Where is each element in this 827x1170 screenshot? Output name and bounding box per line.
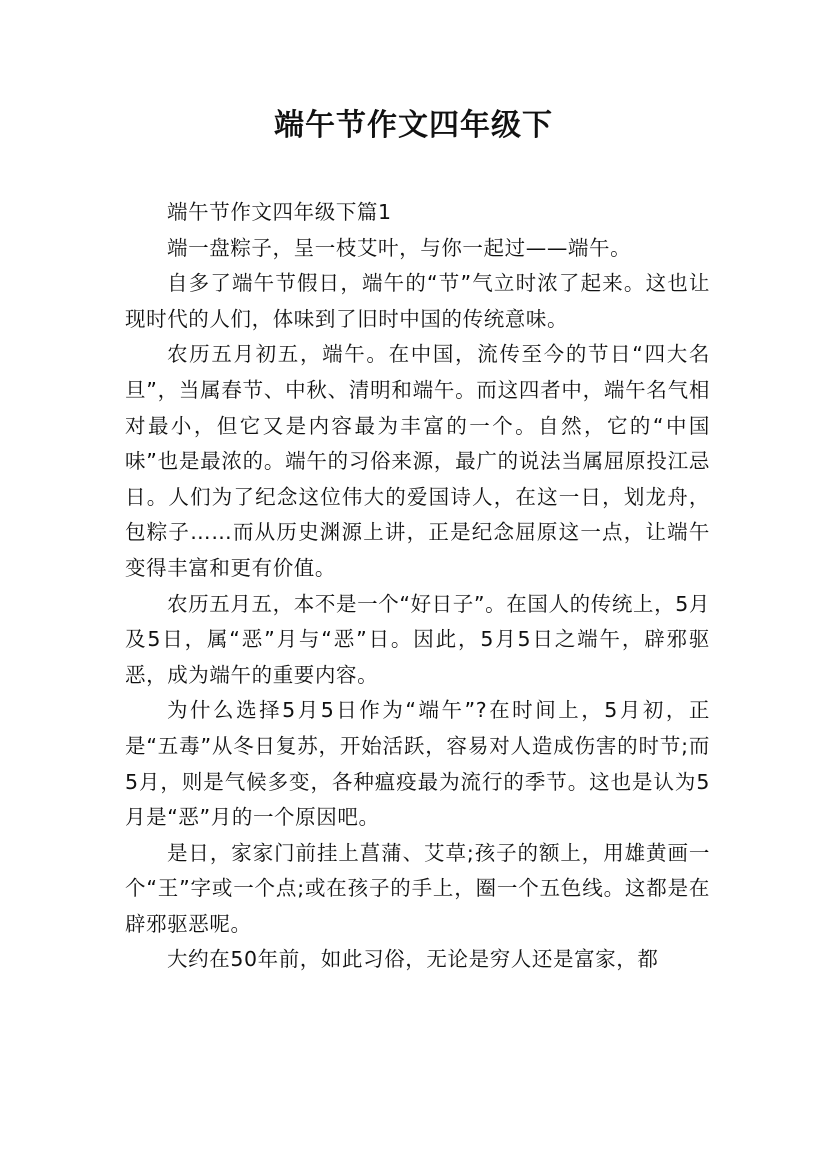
subtitle-paragraph: 端午节作文四年级下篇1 (167, 200, 392, 224)
document-body (125, 195, 710, 978)
body-paragraph: 为什么选择5月5日作为“端午”?在时间上，5月初，正是“五毒”从冬日复苏，开始活跃，容易对人造成伤害的时节;而5月，则是气候多变，各种瘟疫最为流行的季节。这也是认为5月是“恶”月的一个原因吧。 (125, 698, 710, 830)
body-paragraph: 是日，家家门前挂上菖蒲、艾草;孩子的额上，用雄黄画一个“王”字或一个点;或在孩子的手上，圈一个五色线。这都是在辟邪驱恶呢。 (125, 840, 710, 936)
body-paragraph: 自多了端午节假日，端午的“节”气立时浓了起来。这也让现时代的人们，体味到了旧时中国的传统意味。 (125, 271, 710, 331)
body-paragraph: 农历五月初五，端午。在中国，流传至今的节日“四大名旦”，当属春节、中秋、清明和端午。而这四者中，端午名气相对最小，但它又是内容最为丰富的一个。自然，它的“中国味”也是最浓的。端午的习俗来源，最广的说法当属屈原投江忌日。人们为了纪念这位伟大的爱国诗人，在这一日，划龙舟，包粽子……而从历史渊源上讲，正是纪念屈原这一点，让端午变得丰富和更有价值。 (125, 342, 710, 580)
body-paragraph: 大约在50年前，如此习俗，无论是穷人还是富家，都 (167, 947, 659, 972)
document-title: 端午节作文四年级下 (274, 108, 553, 143)
body-paragraph: 农历五月五，本不是一个“好日子”。在国人的传统上，5月及5日，属“恶”月与“恶”日。因此，5月5日之端午，辟邪驱恶，成为端午的重要内容。 (125, 591, 710, 687)
body-paragraph: 端一盘粽子，呈一枝艾叶，与你一起过——端午。 (167, 235, 632, 260)
